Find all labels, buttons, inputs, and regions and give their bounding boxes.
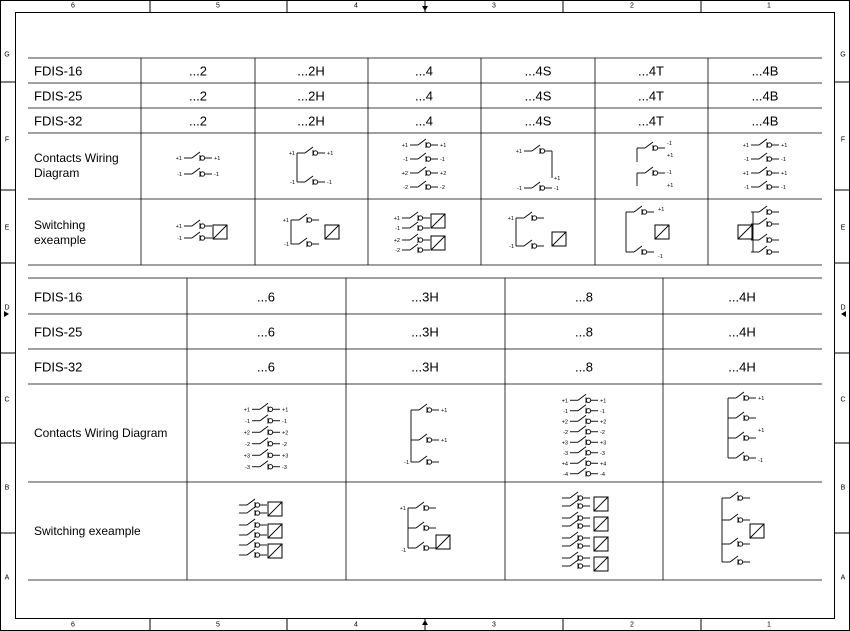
contact-symbol (562, 560, 590, 569)
terminal-mark: +1 (175, 156, 182, 162)
terminal-mark: -2 (600, 429, 605, 436)
contact-symbol (252, 415, 280, 424)
ruler-col-1-bottom: 1 (767, 621, 771, 629)
top-switching-label-1: Switching (34, 218, 86, 232)
terminal-mark: -2 (395, 248, 400, 254)
contact-symbol (570, 426, 598, 435)
contact-symbol (626, 246, 654, 255)
terminal-mark: +1 (554, 176, 561, 182)
terminal-mark: +1 (758, 428, 765, 434)
contact-symbol (402, 222, 430, 231)
contact-symbol (570, 405, 598, 414)
contact-symbol (291, 238, 319, 247)
terminal-mark: +3 (600, 440, 607, 447)
bottom-cell: ...4H (728, 324, 756, 340)
terminal-mark: +2 (600, 419, 607, 426)
terminal-mark: +1 (515, 149, 522, 155)
bottom-row-label-fdis32: FDIS-32 (34, 359, 83, 375)
contact-symbol (239, 529, 267, 538)
contact-symbol (751, 206, 779, 215)
terminal-mark: -1 (290, 180, 295, 186)
ruler-row-f-left: F (4, 136, 10, 144)
top-cell: ...4S (524, 63, 552, 79)
top-cell: ...2H (297, 63, 325, 79)
contact-symbol (751, 218, 779, 227)
terminal-mark: -1 (245, 418, 250, 425)
top-cell: ...4T (637, 113, 665, 129)
top-switching-label-2: exeample (34, 233, 87, 247)
contact-symbol (410, 167, 438, 176)
contact-symbol (291, 214, 319, 223)
sensor-box (594, 557, 608, 571)
bottom-cell: ...6 (256, 289, 276, 305)
terminal-mark: -1 (440, 157, 445, 163)
contact-symbol (297, 176, 325, 185)
terminal-mark: +1 (327, 151, 334, 157)
top-cell: ...2 (188, 113, 208, 129)
contact-symbol (239, 519, 267, 528)
contact-symbol (570, 394, 598, 403)
terminal-mark: -4 (563, 471, 568, 478)
contact-symbol (252, 438, 280, 447)
terminal-mark: +2 (561, 419, 568, 426)
terminal-mark: +1 (243, 407, 250, 414)
terminal-mark: -2 (440, 185, 445, 191)
contact-symbol (751, 246, 779, 255)
terminal-mark: -2 (245, 441, 250, 448)
terminal-mark: +2 (282, 430, 289, 437)
bottom-wiring-label: Contacts Wiring Diagram (34, 426, 168, 440)
terminal-mark: +3 (561, 440, 568, 447)
terminal-mark: +1 (658, 207, 665, 213)
terminal-mark: -1 (177, 236, 182, 242)
terminal-mark: -1 (517, 186, 522, 192)
bottom-cell: ...4H (728, 359, 756, 375)
terminal-mark: -1 (282, 418, 287, 425)
terminal-mark: +1 (667, 153, 674, 159)
contact-symbol (562, 540, 590, 549)
ruler-col-2-top: 2 (630, 2, 634, 10)
bottom-cell: ...3H (411, 324, 439, 340)
top-cell: ...4B (751, 63, 779, 79)
ruler-col-5-bottom: 5 (216, 621, 220, 629)
ruler-row-g-right: G (840, 51, 846, 59)
top-cell: ...2H (297, 113, 325, 129)
terminal-mark: +1 (282, 218, 289, 224)
contact-symbol (570, 468, 598, 477)
contact-symbol (252, 449, 280, 458)
top-cell: ...2 (188, 63, 208, 79)
terminal-mark: -2 (563, 429, 568, 436)
top-cell: ...4B (751, 113, 779, 129)
contact-symbol (562, 492, 590, 501)
contact-symbol (562, 520, 590, 529)
terminal-mark: -1 (600, 408, 605, 415)
top-cell: ...2H (297, 88, 325, 104)
terminal-mark: +1 (282, 407, 289, 414)
contact-symbol (751, 153, 779, 162)
contact-symbol (751, 167, 779, 176)
terminal-mark: -1 (781, 185, 786, 191)
bottom-switching-label: Switching exeample (34, 524, 141, 538)
terminal-mark: +1 (781, 143, 788, 149)
terminal-mark: -1 (563, 408, 568, 415)
contact-symbol (184, 168, 212, 177)
contact-symbol (570, 436, 598, 445)
top-cell: ...4S (524, 113, 552, 129)
bottom-cell: ...8 (574, 289, 594, 305)
ruler-row-d-right: D (840, 304, 846, 312)
terminal-mark: +1 (781, 171, 788, 177)
top-cell: ...4S (524, 88, 552, 104)
contact-symbol (516, 240, 544, 249)
contact-symbol (239, 539, 267, 548)
terminal-mark: +3 (282, 453, 289, 460)
contact-symbol (184, 152, 212, 161)
terminal-mark: -4 (600, 471, 605, 478)
terminal-mark: +1 (441, 408, 448, 414)
sensor-box (325, 225, 339, 239)
terminal-mark: -1 (214, 172, 219, 178)
terminal-mark: +1 (758, 396, 765, 402)
top-wiring-label-1: Contacts Wiring (34, 151, 119, 165)
contact-symbol (570, 447, 598, 456)
contact-symbol (722, 492, 750, 501)
terminal-mark: +1 (393, 216, 400, 222)
terminal-mark: +1 (600, 398, 607, 405)
contact-symbol (402, 212, 430, 221)
sensor-box (436, 535, 450, 549)
ruler-row-a-left: A (4, 574, 10, 582)
terminal-mark: +1 (742, 143, 749, 149)
contact-symbol (184, 232, 212, 241)
top-cell: ...4T (637, 88, 665, 104)
terminal-mark: +1 (667, 183, 674, 189)
contact-symbol (410, 139, 438, 148)
ruler-col-5-top: 5 (216, 2, 220, 10)
contact-symbol (408, 522, 436, 531)
top-cell: ...4 (414, 88, 434, 104)
ruler-row-b-left: B (4, 484, 10, 492)
terminal-mark: -3 (282, 464, 287, 471)
ruler-col-4-top: 4 (354, 2, 358, 10)
terminal-mark: +2 (401, 171, 408, 177)
wiring-diagrams (176, 139, 788, 571)
bottom-row-label-fdis25: FDIS-25 (34, 324, 83, 340)
terminal-mark: +1 (440, 143, 447, 149)
ruler-col-1-top: 1 (767, 2, 771, 10)
bottom-row-label-fdis16: FDIS-16 (34, 289, 83, 305)
sensor-box (655, 225, 669, 239)
ruler-row-c-right: C (840, 396, 846, 404)
terminal-mark: -1 (404, 460, 409, 466)
contact-symbol (562, 512, 590, 521)
ruler-row-f-right: F (840, 136, 846, 144)
terminal-mark: +4 (600, 461, 607, 468)
contact-symbol (722, 514, 750, 523)
contact-symbol (411, 456, 439, 465)
terminal-mark: -1 (744, 185, 749, 191)
ruler-col-3-top: 3 (492, 2, 496, 10)
bottom-cell: ...3H (411, 289, 439, 305)
contact-symbol (524, 182, 552, 191)
contact-symbol (626, 206, 654, 215)
contact-symbol (524, 145, 552, 154)
top-wiring-label-2: Diagram (34, 166, 80, 180)
ruler-row-d-left: D (4, 304, 10, 312)
top-row-label-fdis25: FDIS-25 (34, 88, 83, 104)
sensor-box (750, 524, 764, 538)
terminal-mark: +1 (399, 506, 406, 512)
terminal-mark: -1 (781, 157, 786, 163)
terminal-mark: -3 (245, 464, 250, 471)
sensor-box (268, 544, 282, 558)
ruler-row-a-right: A (840, 574, 846, 582)
terminal-mark: +1 (401, 143, 408, 149)
contact-symbol (239, 507, 267, 516)
sensor-box (213, 225, 227, 239)
contact-symbol (410, 153, 438, 162)
terminal-mark: -1 (658, 254, 663, 260)
contact-symbol (728, 392, 756, 401)
contact-symbol (408, 542, 436, 551)
ruler-col-3-bottom: 3 (492, 621, 496, 629)
ruler-row-b-right: B (840, 484, 846, 492)
terminal-mark: +1 (561, 398, 568, 405)
contact-symbol (516, 212, 544, 221)
top-cell: ...4 (414, 113, 434, 129)
sensor-box (268, 524, 282, 538)
ruler-col-6-top: 6 (71, 2, 75, 10)
contact-symbol (411, 434, 439, 443)
contact-symbol (751, 234, 779, 243)
contact-symbol (408, 502, 436, 511)
terminal-mark: -1 (509, 244, 514, 250)
contact-symbol (297, 147, 325, 156)
bottom-cell: ...8 (574, 359, 594, 375)
terminal-mark: +2 (243, 430, 250, 437)
ruler-col-6-bottom: 6 (71, 621, 75, 629)
terminal-mark: -1 (395, 226, 400, 232)
sensor-box (594, 517, 608, 531)
bottom-cell: ...6 (256, 359, 276, 375)
terminal-mark: -3 (563, 450, 568, 457)
terminal-mark: +1 (288, 151, 295, 157)
contact-symbol (570, 415, 598, 424)
terminal-mark: -1 (327, 180, 332, 186)
contact-symbol (252, 461, 280, 470)
terminal-mark: -1 (403, 157, 408, 163)
contact-symbol (751, 139, 779, 148)
top-cell: ...2 (188, 88, 208, 104)
contact-symbol (562, 500, 590, 509)
terminal-mark: -2 (282, 441, 287, 448)
contact-symbol (252, 403, 280, 412)
sensor-box (552, 232, 566, 246)
ruler-row-e-right: E (840, 224, 846, 232)
terminal-mark: -1 (177, 172, 182, 178)
top-row-label-fdis32: FDIS-32 (34, 113, 83, 129)
terminal-mark: +1 (742, 171, 749, 177)
contact-symbol (252, 426, 280, 435)
ruler-col-4-bottom: 4 (354, 621, 358, 629)
ruler-row-g-left: G (4, 51, 10, 59)
contact-symbol (751, 181, 779, 190)
contact-symbol (728, 452, 756, 461)
terminal-mark: -1 (667, 170, 672, 176)
bottom-cell: ...4H (728, 289, 756, 305)
terminal-mark: -3 (600, 450, 605, 457)
sensor-box (431, 214, 445, 228)
terminal-mark: +1 (175, 224, 182, 230)
contact-symbol (402, 244, 430, 253)
contact-symbol (570, 457, 598, 466)
ruler-row-e-left: E (4, 224, 10, 232)
bottom-cell: ...8 (574, 324, 594, 340)
terminal-mark: +1 (507, 216, 514, 222)
sensor-box (738, 225, 752, 239)
bottom-cell: ...3H (411, 359, 439, 375)
ruler-col-2-bottom: 2 (630, 621, 634, 629)
terminal-mark: -1 (758, 458, 763, 464)
contact-symbol (562, 552, 590, 561)
contact-symbol (728, 412, 756, 421)
terminal-mark: +1 (214, 156, 221, 162)
top-cell: ...4 (414, 63, 434, 79)
top-cell: ...4T (637, 63, 665, 79)
terminal-mark: +3 (243, 453, 250, 460)
sensor-box (268, 502, 282, 516)
contact-symbol (637, 142, 665, 151)
terminal-mark: -1 (554, 186, 559, 192)
top-cell: ...4B (751, 88, 779, 104)
terminal-mark: +2 (393, 238, 400, 244)
contact-symbol (637, 167, 665, 176)
terminal-mark: +2 (440, 171, 447, 177)
contact-symbol (411, 404, 439, 413)
sensor-box (594, 537, 608, 551)
terminal-mark: +1 (441, 438, 448, 444)
bottom-cell: ...6 (256, 324, 276, 340)
contact-symbol (402, 234, 430, 243)
contact-symbol (722, 556, 750, 565)
contact-symbol (239, 499, 267, 508)
terminal-mark: -1 (284, 242, 289, 248)
contact-symbol (239, 549, 267, 558)
contact-symbol (410, 181, 438, 190)
terminal-mark: +4 (561, 461, 568, 468)
terminal-mark: -1 (401, 548, 406, 554)
sensor-box (594, 497, 608, 511)
terminal-mark: -1 (744, 157, 749, 163)
contact-symbol (722, 538, 750, 547)
contact-symbol (728, 432, 756, 441)
sensor-box (431, 236, 445, 250)
top-row-label-fdis16: FDIS-16 (34, 63, 83, 79)
contact-symbol (184, 220, 212, 229)
terminal-mark: -2 (403, 185, 408, 191)
contact-symbol (562, 532, 590, 541)
ruler-row-c-left: C (4, 396, 10, 404)
terminal-mark: -1 (667, 141, 672, 147)
